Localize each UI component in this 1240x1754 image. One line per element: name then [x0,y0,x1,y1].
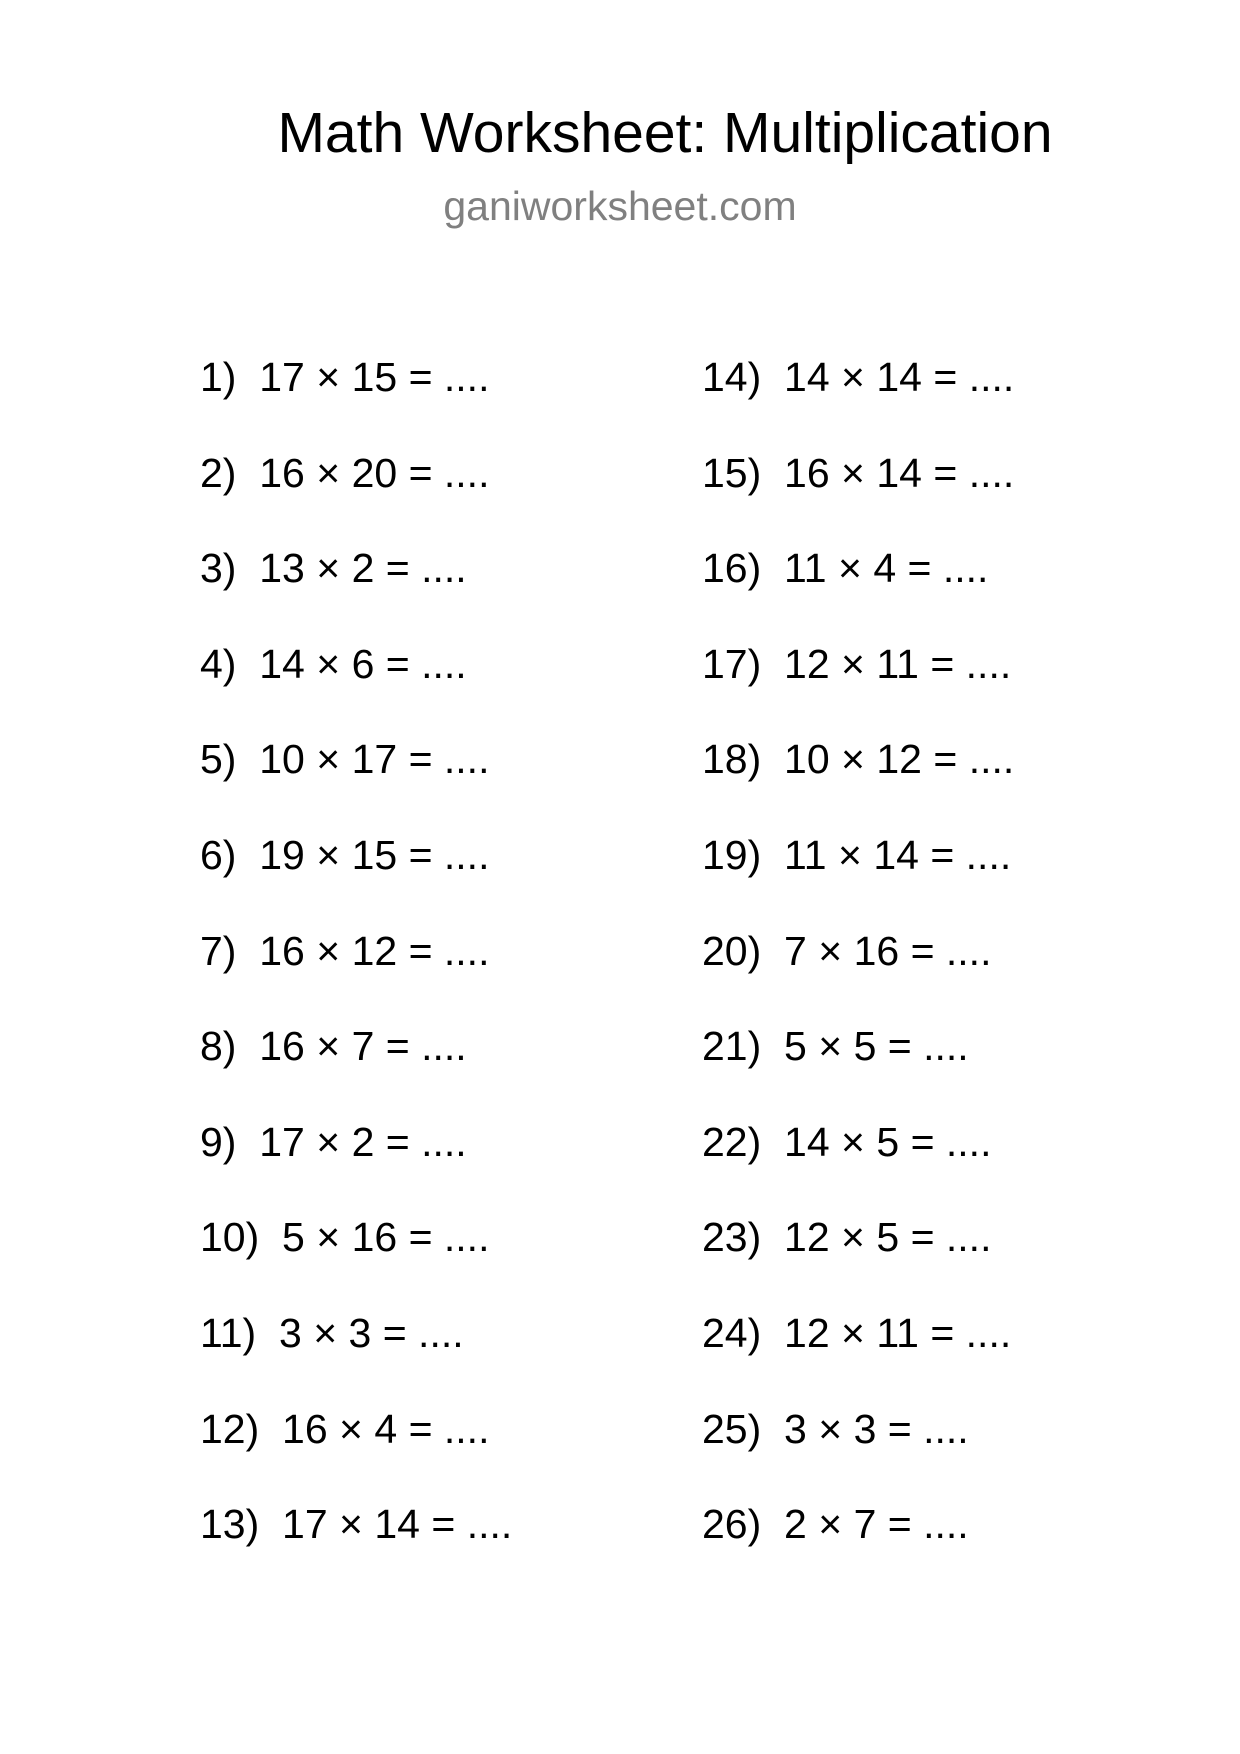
problem-19: 19) 11 × 14 = .... [702,831,1012,878]
problem-2: 2) 16 × 20 = .... [200,449,490,496]
problem-15: 15) 16 × 14 = .... [702,449,1015,496]
problem-column-left [200,352,512,1595]
problem-23: 23) 12 × 5 = .... [702,1214,992,1261]
problem-7: 7) 16 × 12 = .... [200,927,490,974]
problem-18: 18) 10 × 12 = .... [702,736,1015,783]
problem-6: 6) 19 × 15 = .... [200,831,490,878]
problem-1: 1) 17 × 15 = .... [200,354,490,400]
worksheet-source: ganiworksheet.com [443,183,797,229]
problem-25: 25) 3 × 3 = .... [702,1405,969,1452]
problem-21: 21) 5 × 5 = .... [702,1023,969,1070]
problem-26: 26) 2 × 7 = .... [702,1501,969,1548]
problem-16: 16) 11 × 4 = .... [702,545,989,592]
problem-4: 4) 14 × 6 = .... [200,640,467,687]
problem-20: 20) 7 × 16 = .... [702,927,992,974]
problem-22: 22) 14 × 5 = .... [702,1118,992,1165]
problem-13: 13) 17 × 14 = .... [200,1501,513,1548]
worksheet-title: Math Worksheet: Multiplication [277,101,1053,165]
problem-8: 8) 16 × 7 = .... [200,1023,467,1070]
problem-5: 5) 10 × 17 = .... [200,736,490,783]
problem-14: 14) 14 × 14 = .... [702,354,1015,400]
problem-10: 10) 5 × 16 = .... [200,1214,490,1261]
problem-24: 24) 12 × 11 = .... [702,1309,1012,1356]
problem-9: 9) 17 × 2 = .... [200,1118,467,1165]
problem-12: 12) 16 × 4 = .... [200,1405,490,1452]
problem-3: 3) 13 × 2 = .... [200,545,467,592]
problem-11: 11) 3 × 3 = .... [200,1309,464,1356]
problem-column-right [702,352,1014,1595]
problem-17: 17) 12 × 11 = .... [702,640,1012,687]
